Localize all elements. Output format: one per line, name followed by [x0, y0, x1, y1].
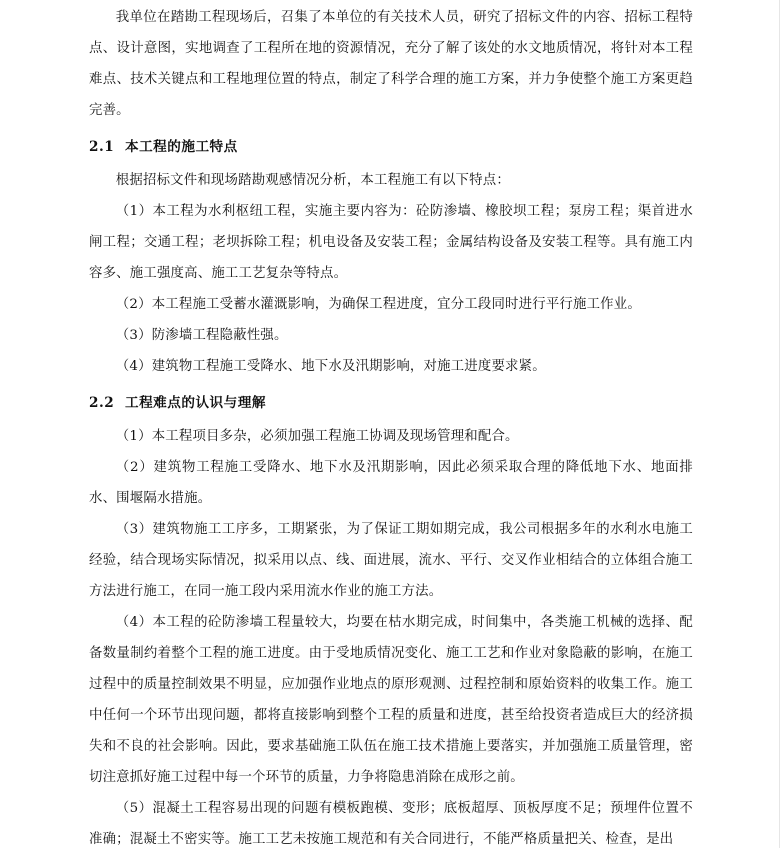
- section-title: 工程难点的认识与理解: [125, 395, 266, 411]
- paragraph: （1）本工程项目多杂，必须加强工程施工协调及现场管理和配合。: [115, 429, 519, 444]
- section-heading-2-2: [89, 388, 693, 419]
- paragraph: （3）防渗墙工程隐蔽性强。: [115, 328, 288, 343]
- intro-paragraph: 我单位在踏勘工程现场后，召集了本单位的有关技术人员，研究了招标文件的内容、招标工程特点、设计意图，实地调查了工程所在地的资源情况，充分了解了该处的水文地质情况，将针对本工程难点、技术关键点和工程地理位置的特点，制定了科学合理的施工方案，并力争使整个施工方案更趋完善。: [89, 10, 693, 118]
- section-title: 本工程的施工特点: [125, 139, 238, 155]
- paragraph: 根据招标文件和现场踏勘观感情况分析，本工程施工有以下特点：: [115, 173, 510, 188]
- paragraph: （4）建筑物工程施工受降水、地下水及汛期影响，对施工进度要求紧。: [115, 359, 546, 374]
- section-number: 2.1: [89, 139, 115, 155]
- document-body: [89, 2, 693, 848]
- paragraph: （3）建筑物施工工序多，工期紧张，为了保证工期如期完成，我公司根据多年的水利水电施工经验，结合现场实际情况，拟采用以点、线、面进展，流水、平行、交叉作业相结合的立体组合施工方法进行施工，在同一施工段内采用流水作业的施工方法。: [89, 522, 693, 599]
- paragraph: （2）本工程施工受蓄水灌溉影响，为确保工程进度，宜分工段同时进行平行施工作业。: [115, 297, 641, 312]
- paragraph: （5）混凝土工程容易出现的问题有模板跑模、变形；底板超厚、顶板厚度不足；预埋件位置不准确；混凝土不密实等。施工工艺未按施工规范和有关合同进行，不能严格质量把关、检查，是出: [89, 801, 693, 847]
- section-heading-2-1: [89, 132, 693, 163]
- paragraph: （2）建筑物工程施工受降水、地下水及汛期影响，因此必须采取合理的降低地下水、地面排水、围堰隔水措施。: [89, 460, 693, 506]
- paragraph: （4）本工程的砼防渗墙工程量较大，均要在枯水期完成，时间集中，各类施工机械的选择、配备数量制约着整个工程的施工进度。由于受地质情况变化、施工工艺和作业对象隐蔽的影响，在施工过程中的质量控制效果不明显，应加强作业地点的原形观测、过程控制和原始资料的收集工作。施工中任何一个环节出现问题，都将直接影响到整个工程的质量和进度，甚至给投资者造成巨大的经济损失和不良的社会影响。因此，要求基础施工队伍在施工技术措施上要落实，并加强施工质量管理，密切注意抓好施工过程中每一个环节的质量，力争将隐患消除在成形之前。: [89, 615, 693, 785]
- paragraph: （1）本工程为水利枢纽工程，实施主要内容为：砼防渗墙、橡胶坝工程；泵房工程；渠首进水闸工程；交通工程；老坝拆除工程；机电设备及安装工程；金属结构设备及安装工程等。具有施工内容多、施工强度高、施工工艺复杂等特点。: [89, 204, 693, 281]
- section-number: 2.2: [89, 395, 115, 411]
